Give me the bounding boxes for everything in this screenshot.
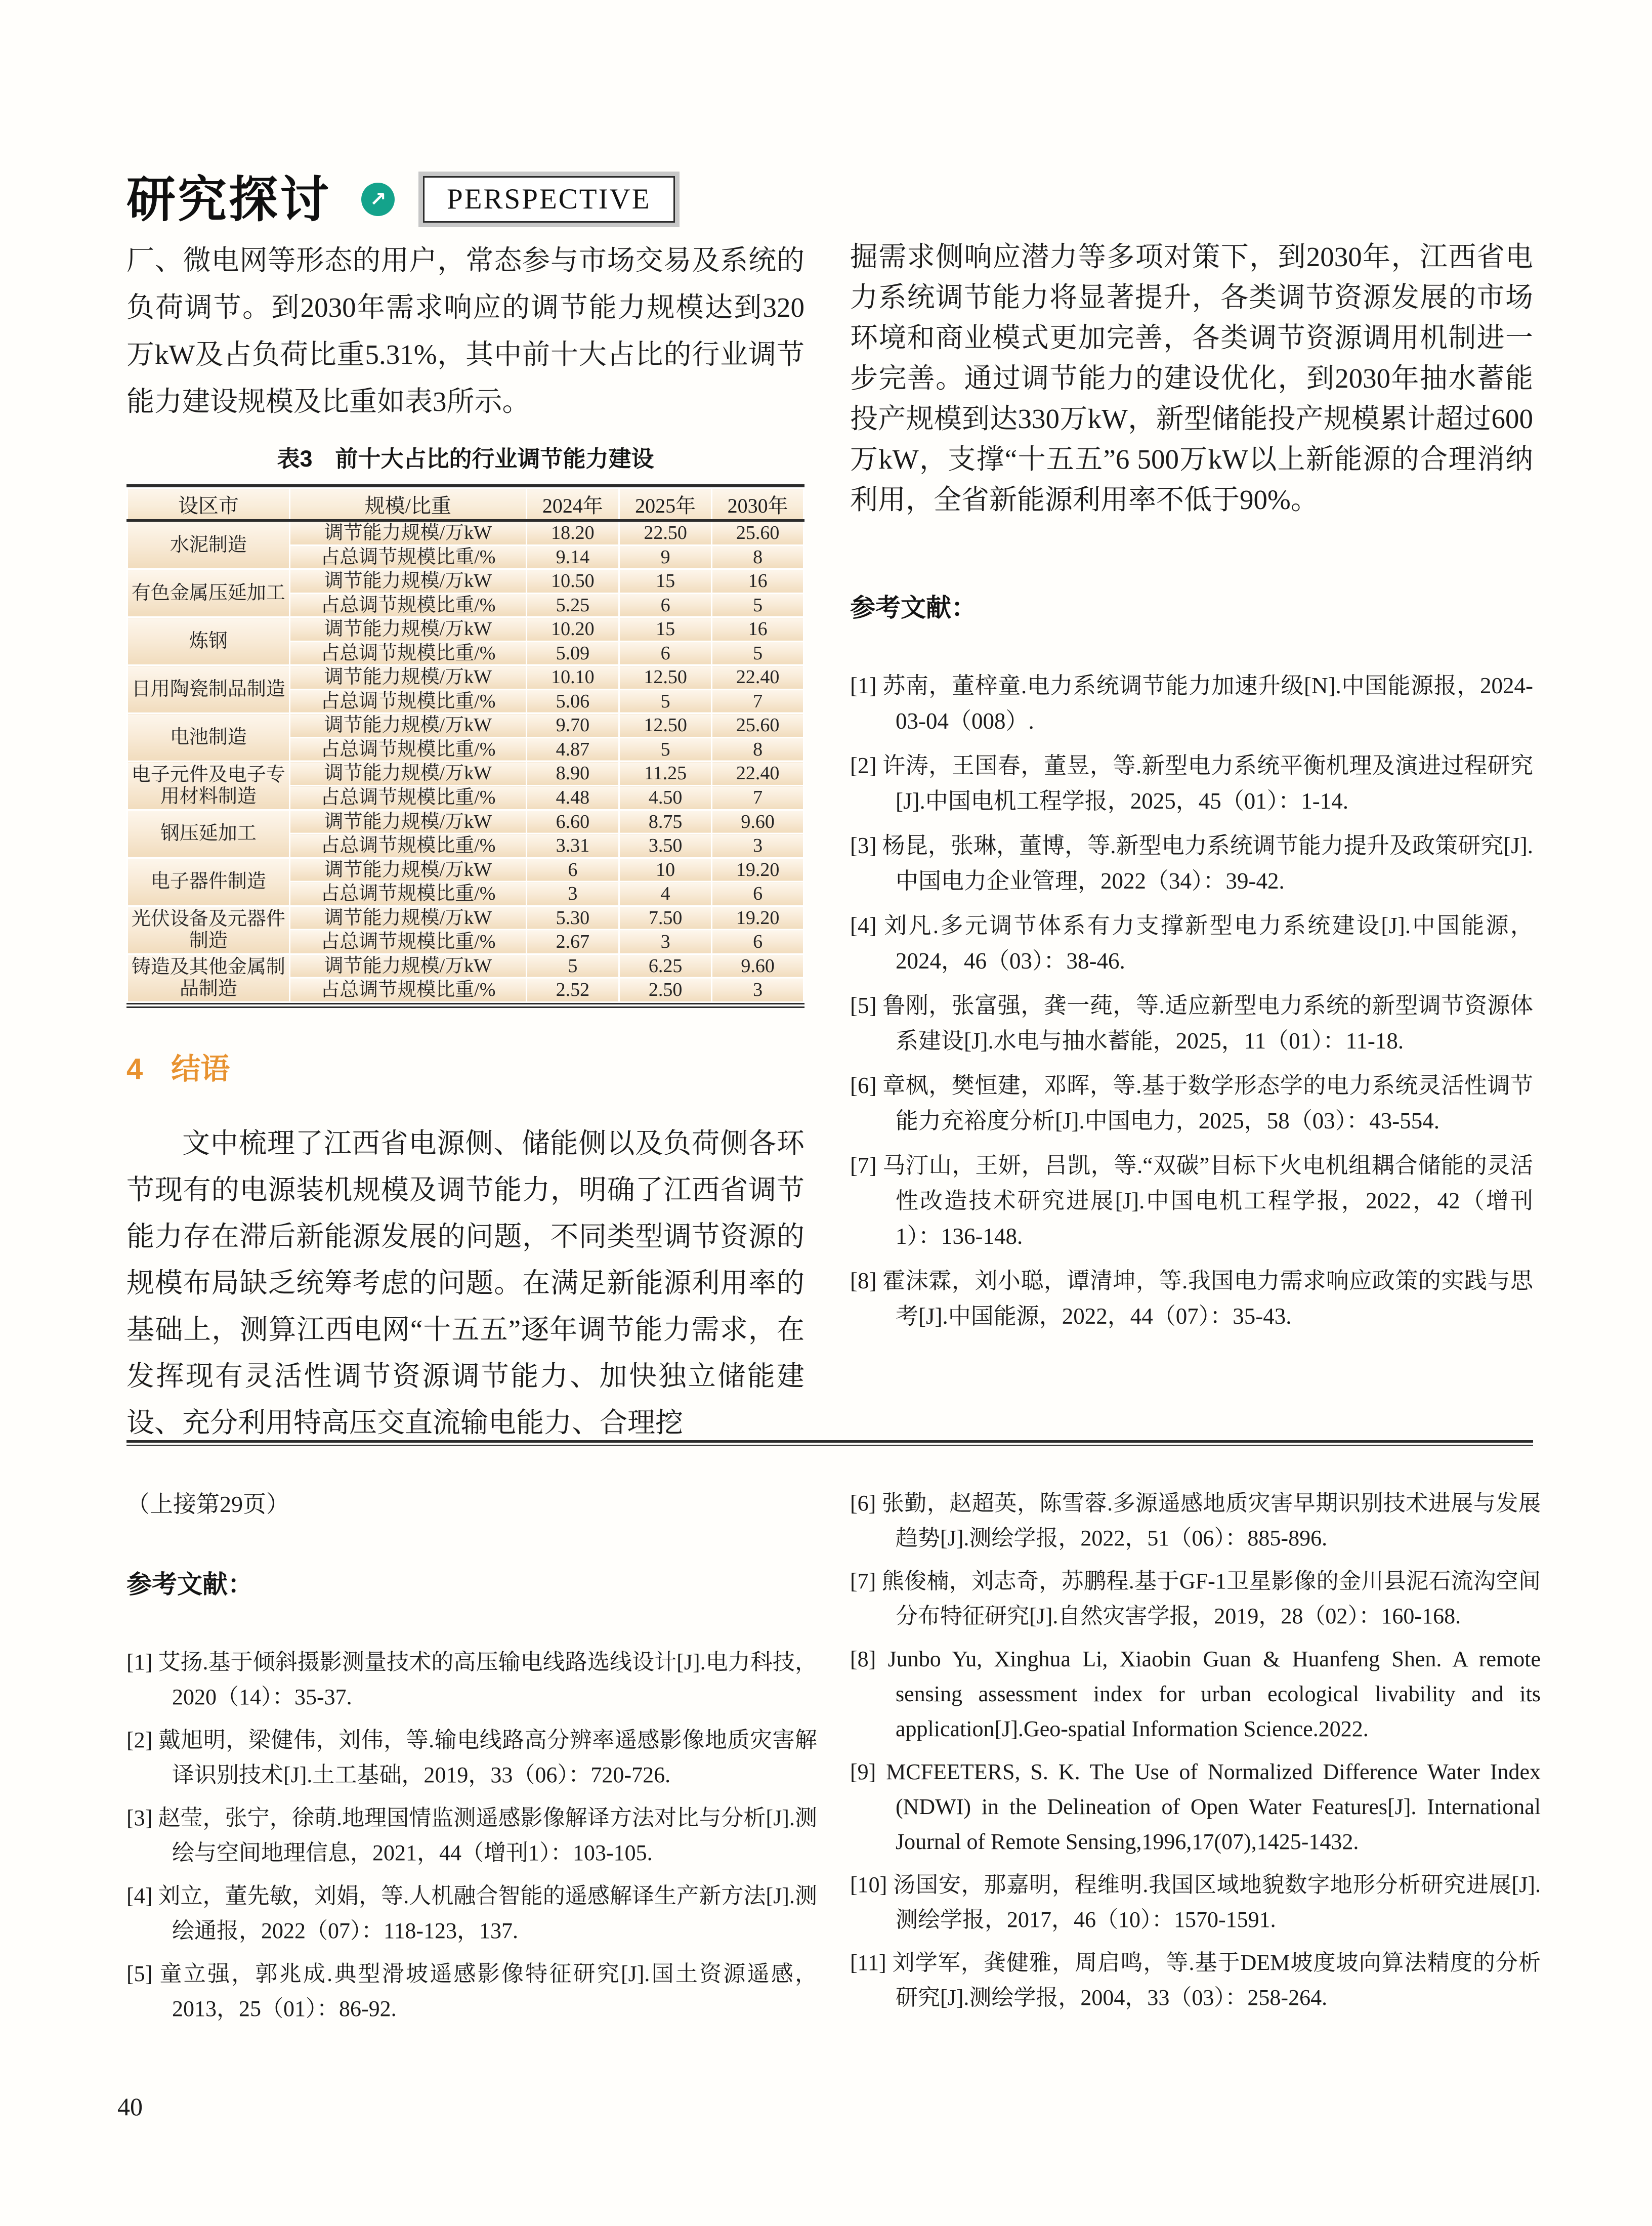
- value-cell: 5: [712, 593, 804, 617]
- table-row: [128, 713, 804, 738]
- metric-label-cell: 占总调节规模比重/%: [289, 786, 526, 810]
- conclusion-paragraph: 文中梳理了江西省电源侧、储能侧以及负荷侧各环节现有的电源装机规模及调节能力，明确了江西省调节能力存在滞后新能源发展的问题，不同类型调节资源的规模布局缺乏统筹考虑的问题。在满足新能源利用率的基础上，测算江西电网“十五五”逐年调节能力需求，在发挥现有灵活性调节资源调节能力、加快独立储能建设、充分利用特高压交直流输电能力、合理挖: [126, 1127, 804, 1438]
- value-cell: 9: [619, 545, 711, 569]
- value-cell: 5.06: [526, 689, 619, 713]
- references-header: 参考文献：: [850, 594, 977, 622]
- value-cell: 2.52: [526, 978, 619, 1002]
- reference-number: [4]: [850, 913, 877, 938]
- value-cell: 5: [619, 737, 711, 762]
- industry-name-cell: 炼钢: [128, 617, 290, 665]
- table-row: [128, 762, 804, 786]
- value-cell: 6: [526, 858, 619, 882]
- metric-label-cell: 占总调节规模比重/%: [289, 930, 526, 954]
- metric-label-cell: 调节能力规模/万kW: [289, 906, 526, 930]
- reference-item: [3] 杨昆，张琳，董博，等.新型电力系统调节能力提升及政策研究[J].中国电力企业管理，2022（34）：39-42.: [850, 833, 1533, 894]
- value-cell: 22.50: [619, 521, 711, 545]
- reference-number: [9]: [850, 1759, 876, 1784]
- reference-item: [2] 许涛，王国春，董昱，等.新型电力系统平衡机理及演进过程研究[J].中国电机工程学报，2025，45（01）：1-14.: [850, 753, 1533, 814]
- table-header-row: [128, 488, 804, 521]
- industry-table: [126, 487, 804, 1003]
- value-cell: 9.60: [712, 954, 804, 978]
- section-brand-title: 研究探讨: [126, 172, 331, 227]
- value-cell: 16: [712, 569, 804, 594]
- metric-label-cell: 占总调节规模比重/%: [289, 593, 526, 617]
- value-cell: 7: [712, 689, 804, 713]
- reference-number: [7]: [850, 1569, 876, 1593]
- value-cell: 9.70: [526, 713, 619, 738]
- value-cell: 19.20: [712, 858, 804, 882]
- column-left-top: [126, 237, 804, 1446]
- value-cell: 15: [619, 617, 711, 642]
- value-cell: 11.25: [619, 762, 711, 786]
- reference-number: [6]: [850, 1491, 876, 1516]
- metric-label-cell: 占总调节规模比重/%: [289, 978, 526, 1002]
- reference-item: [5] 童立强，郭兆成.典型滑坡遥感影像特征研究[J].国土资源遥感，2013，25（01）：86-92.: [126, 1961, 817, 2021]
- value-cell: 7.50: [619, 906, 711, 930]
- column-header-cell: 设区市: [128, 488, 290, 521]
- value-cell: 5.09: [526, 641, 619, 665]
- column-right-bottom: [850, 1482, 1541, 2023]
- reference-number: [5]: [850, 993, 877, 1018]
- industry-name-cell: 日用陶瓷制品制造: [128, 665, 290, 713]
- value-cell: 16: [712, 617, 804, 642]
- value-cell: 3.31: [526, 834, 619, 858]
- value-cell: 3: [712, 834, 804, 858]
- section-title: 结语: [171, 1052, 230, 1085]
- reference-item: [9] MCFEETERS, S. K. The Use of Normalized Difference Water Index (NDWI) in the Delineation of Open Water Features[J]. International Journal of Remote Sensing,1996,17(07),1425-1432.: [850, 1759, 1541, 1854]
- value-cell: 10.20: [526, 617, 619, 642]
- value-cell: 10.10: [526, 665, 619, 690]
- reference-number: [3]: [126, 1805, 153, 1830]
- value-cell: 9.60: [712, 810, 804, 834]
- reference-item: [10] 汤国安，那嘉明，程维明.我国区域地貌数字地形分析研究进展[J].测绘学报，2017，46（10）：1570-1591.: [850, 1872, 1541, 1932]
- reference-item: [6] 张勤，赵超英，陈雪蓉.多源遥感地质灾害早期识别技术进展与发展趋势[J].测绘学报，2022，51（06）：885-896.: [850, 1491, 1541, 1550]
- value-cell: 8: [712, 737, 804, 762]
- reference-item: [8] 霍沫霖，刘小聪，谭清坤，等.我国电力需求响应政策的实践与思考[J].中国能源，2022，44（07）：35-43.: [850, 1268, 1533, 1329]
- value-cell: 3.50: [619, 834, 711, 858]
- reference-number: [5]: [126, 1961, 153, 1986]
- value-cell: 18.20: [526, 521, 619, 545]
- value-cell: 8.90: [526, 762, 619, 786]
- north-east-arrow-icon: ↗: [369, 188, 387, 211]
- reference-number: [3]: [850, 833, 877, 858]
- value-cell: 5.30: [526, 906, 619, 930]
- references-header: 参考文献：: [126, 1570, 253, 1599]
- reference-item: [3] 赵莹，张宁，徐萌.地理国情监测遥感影像解译方法对比与分析[J].测绘与空间地理信息，2021，44（增刊1）：103-105.: [126, 1805, 817, 1865]
- value-cell: 6: [712, 882, 804, 906]
- body-paragraph: 掘需求侧响应潜力等多项对策下，到2030年，江西省电力系统调节能力将显著提升，各类调节资源发展的市场环境和商业模式更加完善，各类调节资源调用机制进一步完善。通过调节能力的建设优化，到2030年抽水蓄能投产规模到达330万kW，新型储能投产规模累计超过600万kW，支撑“十五五”6 500万kW以上新能源的合理消纳利用，全省新能源利用率不低于90%。: [850, 241, 1533, 515]
- metric-label-cell: 调节能力规模/万kW: [289, 954, 526, 978]
- reference-item: [8] Junbo Yu, Xinghua Li, Xiaobin Guan & Huanfeng Shen. A remote sensing assessment index for urban ecological livability and its application[J].Geo-spatial Information Science.2022.: [850, 1647, 1541, 1741]
- page-header: [126, 170, 675, 229]
- value-cell: 4.50: [619, 786, 711, 810]
- value-cell: 7: [712, 786, 804, 810]
- value-cell: 25.60: [712, 713, 804, 738]
- table-row: [128, 617, 804, 642]
- value-cell: 8: [712, 545, 804, 569]
- industry-name-cell: 钢压延加工: [128, 810, 290, 858]
- value-cell: 2.67: [526, 930, 619, 954]
- value-cell: 3: [619, 930, 711, 954]
- industry-name-cell: 有色金属压延加工: [128, 569, 290, 617]
- body-paragraph: 厂、微电网等形态的用户，常态参与市场交易及系统的负荷调节。到2030年需求响应的调节能力规模达到320万kW及占负荷比重5.31%，其中前十大占比的行业调节能力建设规模及比重如表3所示。: [126, 245, 804, 417]
- industry-name-cell: 光伏设备及元器件制造: [128, 906, 290, 954]
- table-row: [128, 665, 804, 690]
- industry-name-cell: 水泥制造: [128, 521, 290, 569]
- reference-number: [1]: [850, 673, 877, 698]
- reference-number: [10]: [850, 1872, 887, 1897]
- metric-label-cell: 调节能力规模/万kW: [289, 569, 526, 594]
- column-header-cell: 2025年: [619, 488, 711, 521]
- reference-item: [1] 艾扬.基于倾斜摄影测量技术的高压输电线路选线设计[J].电力科技，2020（14）：35-37.: [126, 1650, 817, 1709]
- metric-label-cell: 调节能力规模/万kW: [289, 713, 526, 738]
- value-cell: 4: [619, 882, 711, 906]
- metric-label-cell: 调节能力规模/万kW: [289, 665, 526, 690]
- industry-name-cell: 电池制造: [128, 713, 290, 762]
- value-cell: 19.20: [712, 906, 804, 930]
- value-cell: 5: [712, 641, 804, 665]
- metric-label-cell: 占总调节规模比重/%: [289, 834, 526, 858]
- refs-article2-right: [850, 1486, 1541, 2015]
- reference-item: [4] 刘凡.多元调节体系有力支撑新型电力系统建设[J].中国能源，2024，46（03）：38-46.: [850, 913, 1533, 974]
- reference-item: [2] 戴旭明，梁健伟，刘伟，等.输电线路高分辨率遥感影像地质灾害解译识别技术[J].土工基础，2019，33（06）：720-726.: [126, 1728, 817, 1787]
- table-row: [128, 569, 804, 594]
- value-cell: 25.60: [712, 521, 804, 545]
- table-row: [128, 954, 804, 978]
- reference-number: [1]: [126, 1650, 153, 1674]
- value-cell: 5: [526, 954, 619, 978]
- value-cell: 15: [619, 569, 711, 594]
- reference-number: [2]: [850, 753, 877, 778]
- value-cell: 12.50: [619, 713, 711, 738]
- perspective-label: PERSPECTIVE: [423, 176, 675, 223]
- metric-label-cell: 调节能力规模/万kW: [289, 521, 526, 545]
- value-cell: 8.75: [619, 810, 711, 834]
- reference-item: [7] 熊俊楠，刘志奇，苏鹏程.基于GF-1卫星影像的金川县泥石流沟空间分布特征研究[J].自然灾害学报，2019，28（02）：160-168.: [850, 1569, 1541, 1628]
- reference-number: [7]: [850, 1153, 877, 1178]
- metric-label-cell: 调节能力规模/万kW: [289, 858, 526, 882]
- metric-label-cell: 占总调节规模比重/%: [289, 689, 526, 713]
- metric-label-cell: 占总调节规模比重/%: [289, 545, 526, 569]
- reference-item: [4] 刘立，董先敏，刘娟，等.人机融合智能的遥感解译生产新方法[J].测绘通报，2022（07）：118-123，137.: [126, 1883, 817, 1943]
- reference-item: [11] 刘学军，龚健雅，周启鸣，等.基于DEM坡度坡向算法精度的分析研究[J].测绘学报，2004，33（03）：258-264.: [850, 1950, 1541, 2010]
- refs-article2-left: [126, 1645, 817, 2026]
- section-heading: [126, 1052, 804, 1085]
- value-cell: 6.25: [619, 954, 711, 978]
- table-row: [128, 906, 804, 930]
- value-cell: 6.60: [526, 810, 619, 834]
- column-header-cell: 规模/比重: [289, 488, 526, 521]
- value-cell: 10: [619, 858, 711, 882]
- value-cell: 6: [619, 593, 711, 617]
- column-left-bottom: [126, 1482, 817, 2034]
- metric-label-cell: 调节能力规模/万kW: [289, 617, 526, 642]
- value-cell: 22.40: [712, 665, 804, 690]
- value-cell: 3: [712, 978, 804, 1002]
- reference-number: [4]: [126, 1883, 153, 1908]
- column-header-cell: 2030年: [712, 488, 804, 521]
- table-wrapper: [126, 484, 804, 1008]
- section-number: 4: [126, 1052, 143, 1085]
- value-cell: 10.50: [526, 569, 619, 594]
- value-cell: 12.50: [619, 665, 711, 690]
- value-cell: 5: [619, 689, 711, 713]
- reference-item: [1] 苏南，董梓童.电力系统调节能力加速升级[N].中国能源报，2024-03-04（008）.: [850, 673, 1533, 734]
- table-caption: 表3 前十大占比的行业调节能力建设: [277, 446, 654, 472]
- reference-number: [6]: [850, 1073, 877, 1098]
- value-cell: 4.48: [526, 786, 619, 810]
- value-cell: 2.50: [619, 978, 711, 1002]
- metric-label-cell: 占总调节规模比重/%: [289, 641, 526, 665]
- industry-name-cell: 铸造及其他金属制品制造: [128, 954, 290, 1002]
- table-row: [128, 858, 804, 882]
- reference-item: [7] 马汀山，王妍，吕凯，等.“双碳”目标下火电机组耦合储能的灵活性改造技术研究进展[J].中国电机工程学报，2022，42（增刊1）：136-148.: [850, 1153, 1533, 1249]
- refs-article1: [850, 668, 1533, 1334]
- reference-item: [6] 章枫，樊恒建，邓晖，等.基于数学形态学的电力系统灵活性调节能力充裕度分析[J].中国电力，2025，58（03）：43-554.: [850, 1073, 1533, 1133]
- reference-number: [8]: [850, 1268, 877, 1293]
- metric-label-cell: 占总调节规模比重/%: [289, 882, 526, 906]
- reference-item: [5] 鲁刚，张富强，龚一莼，等.适应新型电力系统的新型调节资源体系建设[J].水电与抽水蓄能，2025，11（01）：11-18.: [850, 993, 1533, 1054]
- arrow-badge-icon: [361, 183, 395, 216]
- value-cell: 5.25: [526, 593, 619, 617]
- value-cell: 3: [526, 882, 619, 906]
- industry-name-cell: 电子元件及电子专用材料制造: [128, 762, 290, 810]
- reference-number: [8]: [850, 1647, 876, 1671]
- reference-number: [11]: [850, 1950, 886, 1975]
- metric-label-cell: 调节能力规模/万kW: [289, 762, 526, 786]
- value-cell: 22.40: [712, 762, 804, 786]
- reference-number: [2]: [126, 1728, 153, 1752]
- industry-name-cell: 电子器件制造: [128, 858, 290, 906]
- table-row: [128, 810, 804, 834]
- section-divider-rule: [126, 1440, 1533, 1446]
- page-number: 40: [117, 2092, 143, 2121]
- value-cell: 6: [619, 641, 711, 665]
- value-cell: 6: [712, 930, 804, 954]
- column-right-top: [850, 237, 1533, 1343]
- metric-label-cell: 调节能力规模/万kW: [289, 810, 526, 834]
- value-cell: 4.87: [526, 737, 619, 762]
- table-row: [128, 521, 804, 545]
- continued-from-note: （上接第29页）: [126, 1491, 289, 1517]
- column-header-cell: 2024年: [526, 488, 619, 521]
- value-cell: 9.14: [526, 545, 619, 569]
- metric-label-cell: 占总调节规模比重/%: [289, 737, 526, 762]
